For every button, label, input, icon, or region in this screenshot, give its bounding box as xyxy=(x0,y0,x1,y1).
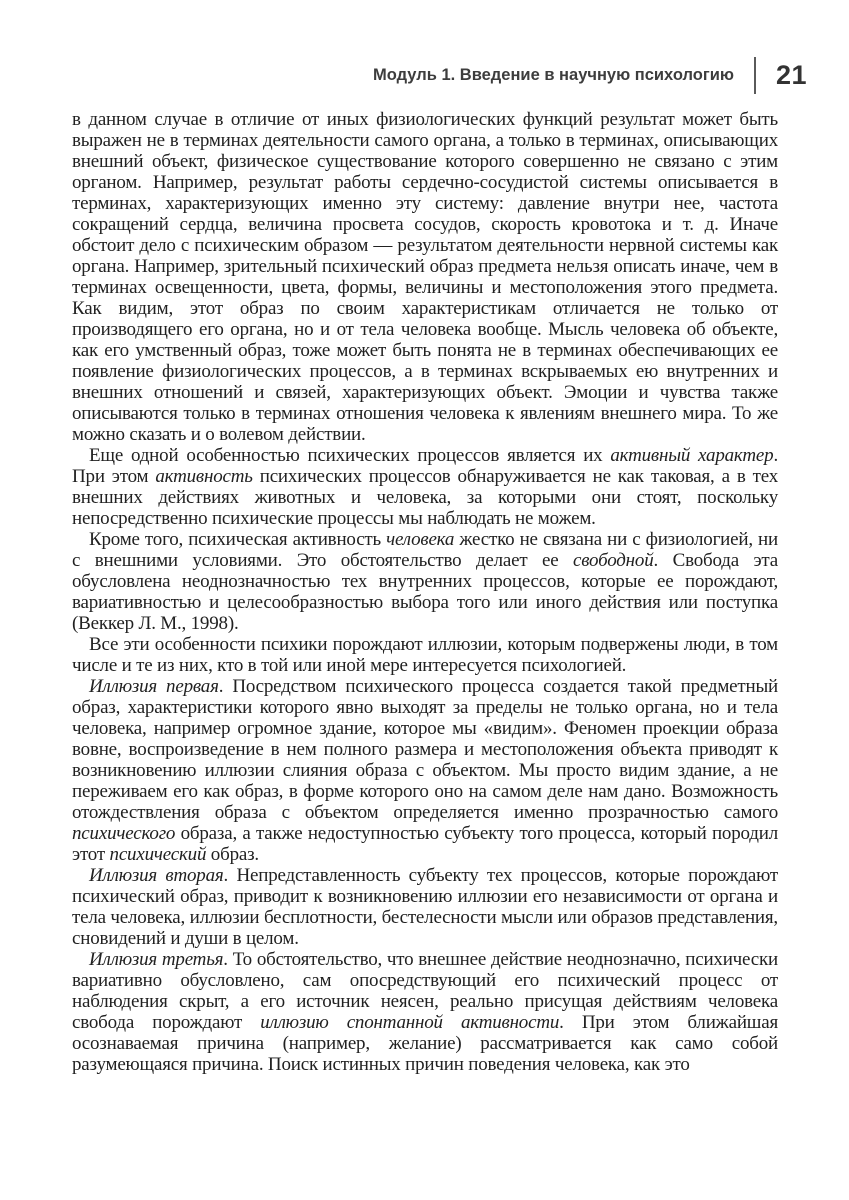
body-run: . При этом ближайшая осознаваемая причина (например, желание) рассматривается как само собой разумеющаяся причина. Поиск истинных причин поведения человека, как это xyxy=(72,1012,778,1075)
emphasis-text: активность xyxy=(155,466,253,487)
paragraph xyxy=(72,109,778,445)
running-head: Модуль 1. Введение в научную психологию xyxy=(373,65,734,84)
body-text xyxy=(72,109,778,1075)
emphasis-text: Иллюзия первая xyxy=(89,676,219,697)
body-run: Еще одной особенностью психических процессов является их xyxy=(89,445,611,466)
page-header xyxy=(373,54,807,96)
body-run: образа, а также недоступностью субъекту того процесса, который породил этот xyxy=(72,823,778,865)
emphasis-text: психического xyxy=(72,823,176,844)
paragraph xyxy=(72,949,778,1075)
body-run: . То обстоятельство, что внешнее действие неоднозначно, психически вариативно обусловлено, сам опосредствующий его психический процесс от наблюдения скрыт, а его источник неясен, реально присущая действиям человека свобода порождают xyxy=(72,949,778,1033)
emphasis-text: человека xyxy=(386,529,455,550)
body-run: образ. xyxy=(206,844,259,865)
body-run: психических процессов обнаруживается не как таковая, а в тех внешних действиях животных и человека, за которыми они стоят, поскольку непосредственно психические процессы мы наблюдать не можем. xyxy=(72,466,778,529)
paragraph xyxy=(72,445,778,529)
paragraph xyxy=(72,676,778,865)
paragraph xyxy=(72,634,778,676)
emphasis-text: активный характер xyxy=(610,445,774,466)
paragraph xyxy=(72,865,778,949)
body-run: жестко не связана ни с физиологией, ни с внешними условиями. Это обстоятельство делает ее xyxy=(72,529,778,571)
body-run: . Непредставленность субъекту тех процессов, которые порождают психический образ, приводит к возникновению иллюзии его независимости от органа и тела человека, иллюзии бесплотности, бестелесности мысли или образов представления, сновидений и души в целом. xyxy=(72,865,778,949)
body-run: в данном случае в отличие от иных физиологических функций результат может быть выражен не в терминах деятельности самого органа, а только в терминах, описывающих внешний объект, физическое существование которого совершенно не связано с этим органом. Например, результат работы сердечно-сосудистой системы описывается в терминах, характеризующих именно эту систему: давление внутри нее, частота сокращений сердца, величина просвета сосудов, скорость кровотока и т. д. Иначе обстоит дело с психическим образом — результатом деятельности нервной системы как органа. Например, зрительный психический образ предмета нельзя описать иначе, чем в терминах освещенности, цвета, формы, величины и местоположения этого предмета. Как видим, этот образ по своим характеристикам отличается не только от производящего его органа, но и от тела человека вообще. Мысль человека об объекте, как его умственный образ, тоже может быть понята не в терминах обеспечивающих ее появление физиологических процессов, а в терминах вскрываемых ею внутренних и внешних отношений и связей, характеризующих объект. Эмоции и чувства также описываются только в терминах отношения человека к явлениям внешнего мира. То же можно сказать и о волевом действии. xyxy=(72,109,778,445)
body-run: . Свобода эта обусловлена неоднозначностью тех внутренних процессов, которые ее порождают, вариативностью и целесообразностью выбора того или иного действия или поступка (Веккер Л. М., 1998). xyxy=(72,550,778,634)
emphasis-text: психический xyxy=(109,844,207,865)
header-divider xyxy=(754,57,756,94)
paragraph xyxy=(72,529,778,634)
body-run: Кроме того, психическая активность xyxy=(89,529,387,550)
body-run: Все эти особенности психики порождают иллюзии, которым подвержены люди, в том числе и те из них, кто в той или иной мере интересуется психологией. xyxy=(72,634,778,676)
emphasis-text: свободной xyxy=(573,550,654,571)
emphasis-text: Иллюзия третья xyxy=(89,949,224,970)
emphasis-text: иллюзию спонтанной активности xyxy=(260,1012,560,1033)
body-run: . Посредством психического процесса создается такой предметный образ, характеристики которого явно выходят за пределы не только органа, но и тела человека, например огромное здание, которое мы «видим». Феномен проекции образа вовне, воспроизведение в нем полного размера и местоположения объекта приводят к возникновению иллюзии слияния образа с объектом. Мы просто видим здание, а не переживаем его как образ, в форме которого оно на самом деле нам дано. Возможность отождествления образа с объектом определяется именно прозрачностью самого xyxy=(72,676,778,823)
page-number: 21 xyxy=(775,59,807,90)
emphasis-text: Иллюзия вторая xyxy=(89,865,224,886)
body-run: . При этом xyxy=(72,445,778,487)
